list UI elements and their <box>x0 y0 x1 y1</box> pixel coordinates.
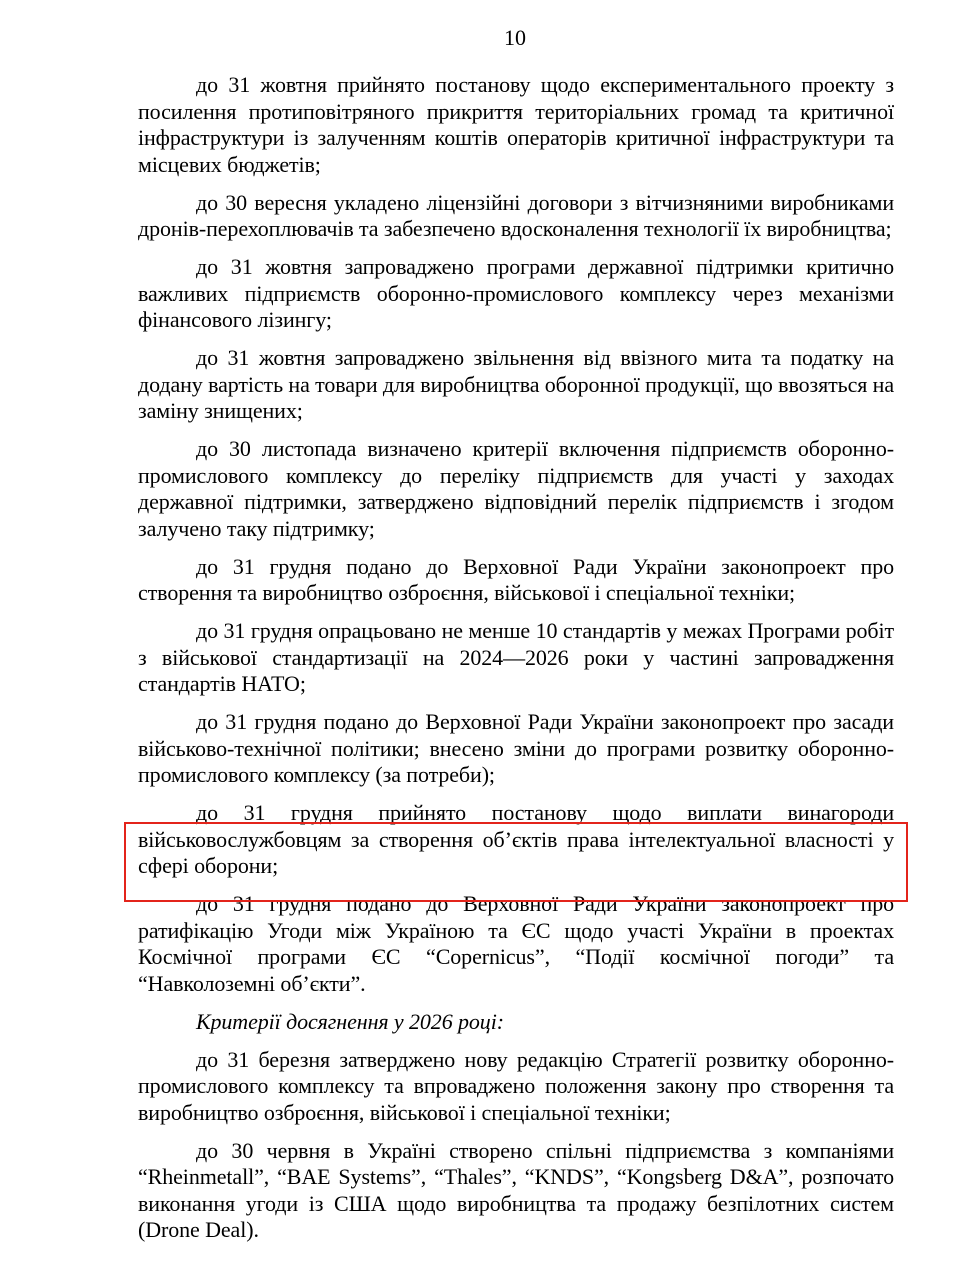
paragraph-joint-ventures: до 30 червня в Україні створено спільні підприємства з компаніями “Rheinmetall”, “BAE Systems”, “Thales”, “KNDS”, “Kongsberg D&A”, розпочато виконання угоди із США щодо виробництва та продажу безпілотних систем (Drone Deal). <box>138 1137 894 1242</box>
section-heading-2026-criteria: Критерії досягнення у 2026 році: <box>196 1008 504 1034</box>
paragraph-ip-reward: до 31 грудня прийнято постанову щодо виплати винагороди військовослужбовцям за створення об’єктів права інтелектуальної власності у сфері оборони; <box>138 800 894 878</box>
paragraph-nato-standards: до 31 грудня опрацьовано не менше 10 стандартів у межах Програми робіт з військової стандартизації на 2024—2026 роки у частині запровадження стандартів НАТО; <box>138 618 894 696</box>
paragraph-leasing-support: до 31 жовтня запроваджено програми державної підтримки критично важливих підприємств оборонно-промислового комплексу через механізми фінансового лізингу; <box>138 254 894 332</box>
paragraph-air-defense: до 31 жовтня прийнято постанову щодо експериментального проекту з посилення протиповітряного прикриття територіальних громад та критичної інфраструктури із залученням коштів операторів критичної інфраструктури та місцевих бюджетів; <box>138 72 894 177</box>
paragraph-drone-licensing: до 30 вересня укладено ліцензійні договори з вітчизняними виробниками дронів-перехоплювачів та забезпечено вдосконалення технології їх виробництва; <box>138 189 894 241</box>
paragraph-customs-exemption: до 31 жовтня запроваджено звільнення від ввізного мита та податку на додану вартість на товари для виробництва оборонної продукції, що ввозяться на заміну знищених; <box>138 345 894 423</box>
paragraph-support-criteria: до 30 листопада визначено критерії включення підприємств оборонно-промислового комплексу до переліку підприємств для участі у заходах державної підтримки, затверджено відповідний перелік підприємств і згодом залучено таку підтримку; <box>138 436 894 541</box>
document-body <box>138 72 894 1255</box>
paragraph-copernicus-ratification: до 31 грудня подано до Верховної Ради України законопроект про ратифікацію Угоди між Україною та ЄС щодо участі України в проектах Космічної програми ЄС “Copernicus”, “Події космічної погоди” та “Навколоземні об’єкти”. <box>138 891 894 996</box>
page-number: 10 <box>504 25 526 50</box>
paragraph-weapons-bill: до 31 грудня подано до Верховної Ради України законопроект про створення та виробництво озброєння, військової і спеціальної техніки; <box>138 553 894 605</box>
paragraph-strategy-update: до 31 березня затверджено нову редакцію Стратегії розвитку оборонно-промислового комплексу та впроваджено положення закону про створення та виробництво озброєння, військової і спеціальної техніки; <box>138 1046 894 1125</box>
paragraph-military-technical-policy: до 31 грудня подано до Верховної Ради України законопроект про засади військово-технічної політики; внесено зміни до програми розвитку оборонно-промислового комплексу (за потреби); <box>138 709 894 787</box>
